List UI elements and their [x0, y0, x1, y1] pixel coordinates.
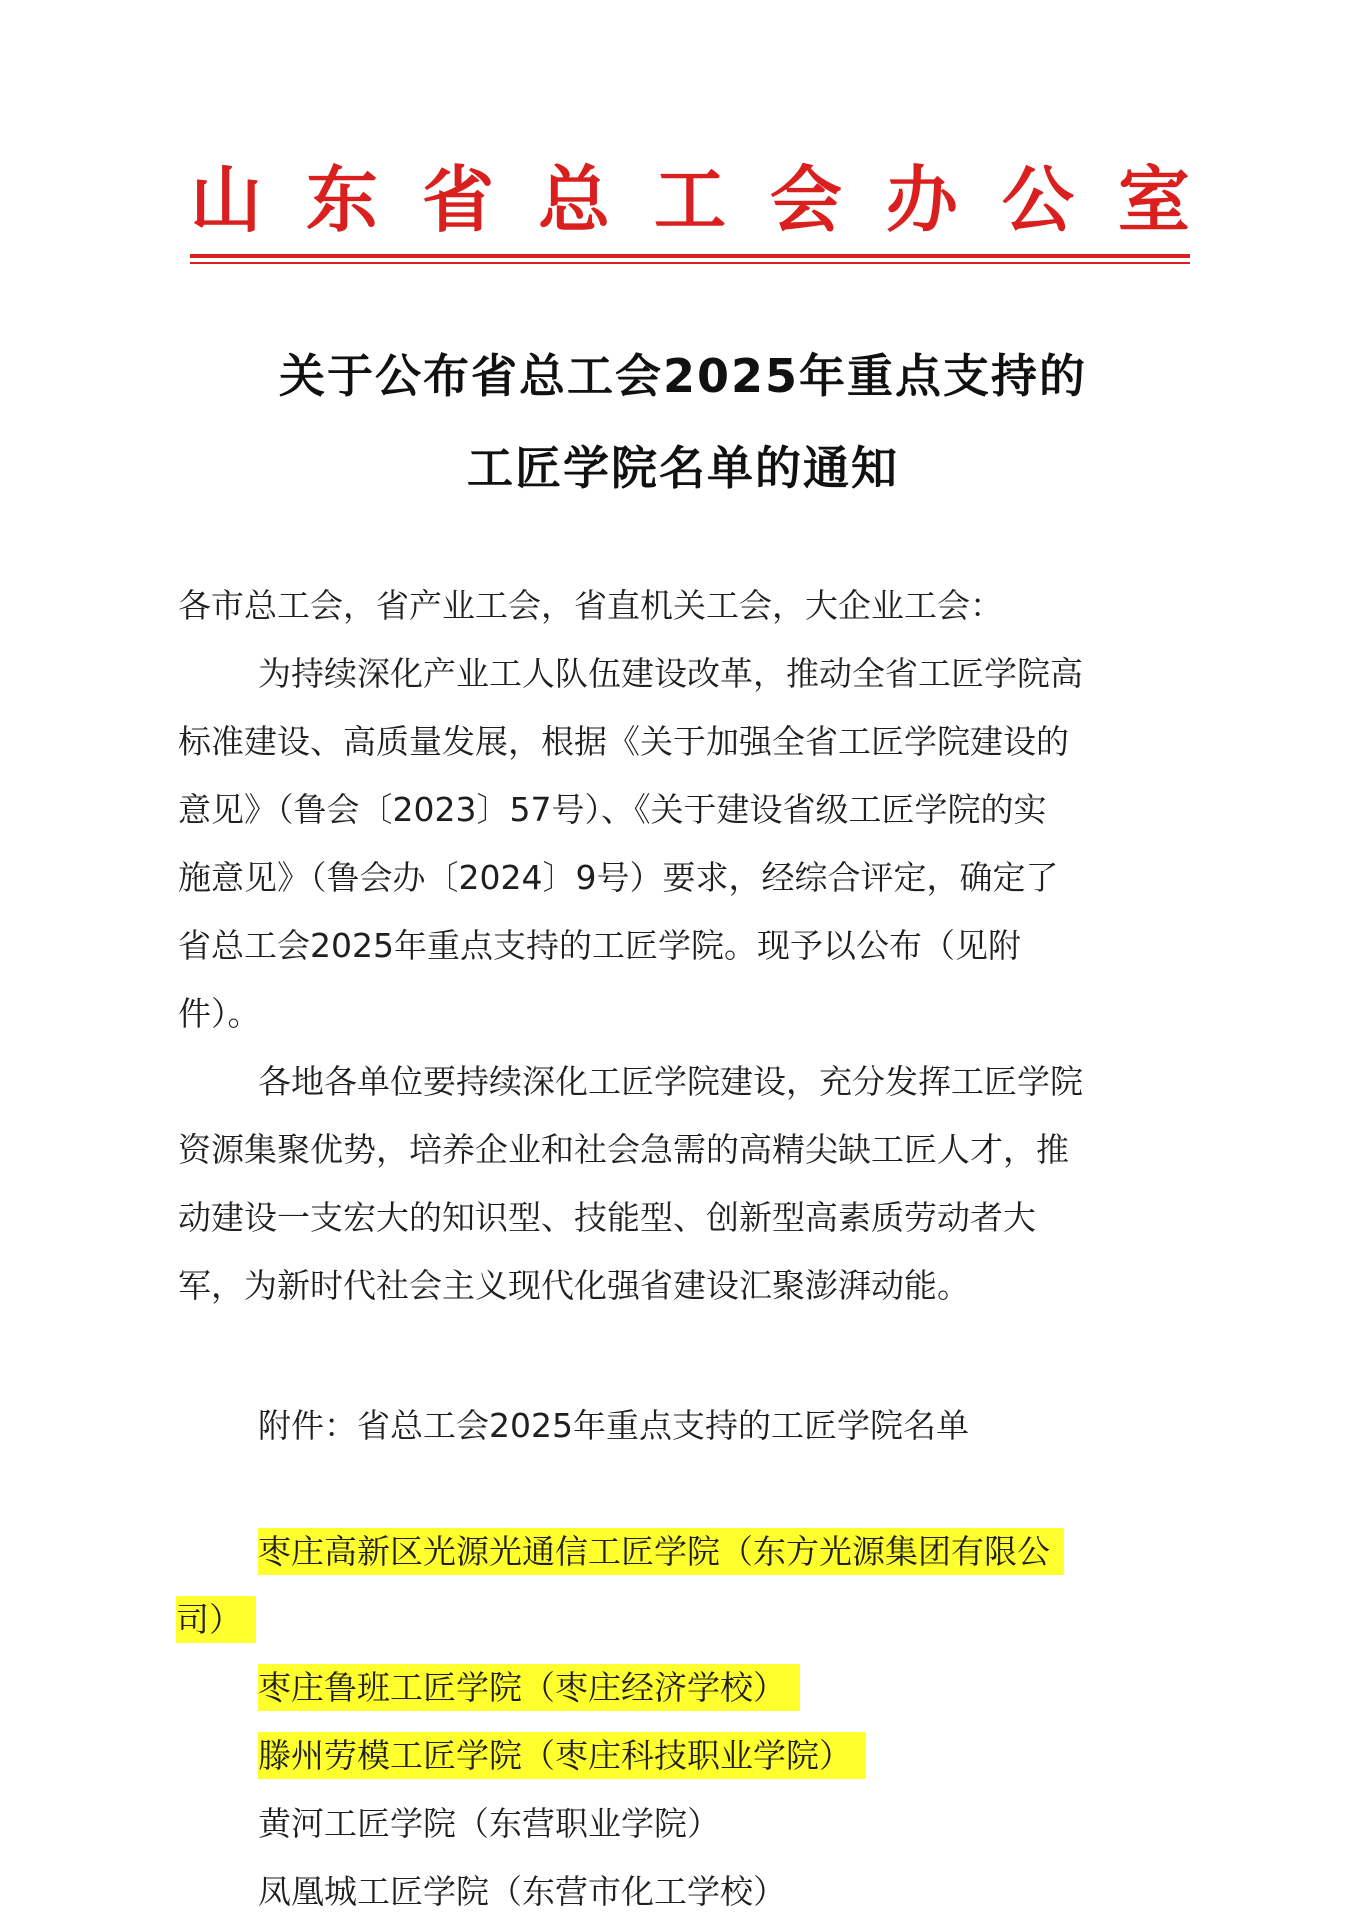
academy-list: [178, 1518, 1186, 1926]
letterhead-rule-thick: [190, 254, 1190, 258]
paragraph-line: 军，为新时代社会主义现代化强省建设汇聚澎湃动能。: [178, 1266, 970, 1305]
paragraph-line: 标准建设、高质量发展，根据《关于加强全省工匠学院建设的: [178, 722, 1069, 761]
attachment-line: 附件：省总工会2025年重点支持的工匠学院名单: [258, 1406, 969, 1445]
list-item-continuation: [178, 1586, 1186, 1654]
paragraph-line: 为持续深化产业工人队伍建设改革，推动全省工匠学院高: [258, 654, 1083, 693]
list-item-text: 黄河工匠学院（东营职业学院）: [258, 1804, 720, 1843]
paragraph-line: 件）。: [178, 994, 261, 1033]
list-item-text: 枣庄高新区光源光通信工匠学院（东方光源集团有限公: [258, 1528, 1064, 1575]
paragraph-line: 意见》（鲁会〔2023〕57号）、《关于建设省级工匠学院的实: [178, 790, 1047, 829]
paragraph-line: 资源集聚优势，培养企业和社会急需的高精尖缺工匠人才，推: [178, 1130, 1069, 1169]
org-letterhead: [190, 150, 1190, 250]
paragraph-1: [178, 640, 1186, 1048]
letterhead-char: 东: [305, 157, 378, 242]
paragraph-2: [178, 1048, 1186, 1320]
doc-title-line1: 关于公布省总工会2025年重点支持的: [278, 349, 1088, 403]
paragraph-line: 施意见》（鲁会办〔2024〕9号）要求，经综合评定，确定了: [178, 858, 1059, 897]
list-item-text: 司）: [176, 1596, 256, 1643]
letterhead-char: 室: [1117, 157, 1190, 242]
letterhead-char: 山: [190, 157, 263, 242]
list-item: [178, 1790, 1186, 1858]
letterhead-char: 办: [885, 157, 958, 242]
letterhead-char: 总: [537, 157, 610, 242]
letterhead-char: 工: [653, 157, 726, 242]
list-item: [178, 1858, 1186, 1926]
list-item-text: 枣庄鲁班工匠学院（枣庄经济学校）: [258, 1664, 800, 1711]
paragraph-line: 动建设一支宏大的知识型、技能型、创新型高素质劳动者大: [178, 1198, 1036, 1237]
doc-title-line2: 工匠学院名单的通知: [467, 441, 899, 495]
letterhead-char: 公: [1001, 157, 1074, 242]
paragraph-line: 省总工会2025年重点支持的工匠学院。现予以公布（见附: [178, 926, 1021, 965]
list-item: [178, 1518, 1186, 1586]
salutation: [178, 572, 1186, 640]
list-item-text: 滕州劳模工匠学院（枣庄科技职业学院）: [258, 1732, 866, 1779]
attachment-note: [178, 1392, 1186, 1460]
list-item: [178, 1722, 1186, 1790]
list-item-text: 凤凰城工匠学院（东营市化工学校）: [258, 1872, 786, 1911]
letterhead-rule-thin: [190, 262, 1190, 264]
paragraph-line: 各地各单位要持续深化工匠学院建设，充分发挥工匠学院: [258, 1062, 1083, 1101]
letterhead-char: 省: [421, 157, 494, 242]
letterhead-char: 会: [769, 157, 842, 242]
salutation-line: 各市总工会，省产业工会，省直机关工会，大企业工会：: [178, 586, 1003, 625]
list-item: [178, 1654, 1186, 1722]
